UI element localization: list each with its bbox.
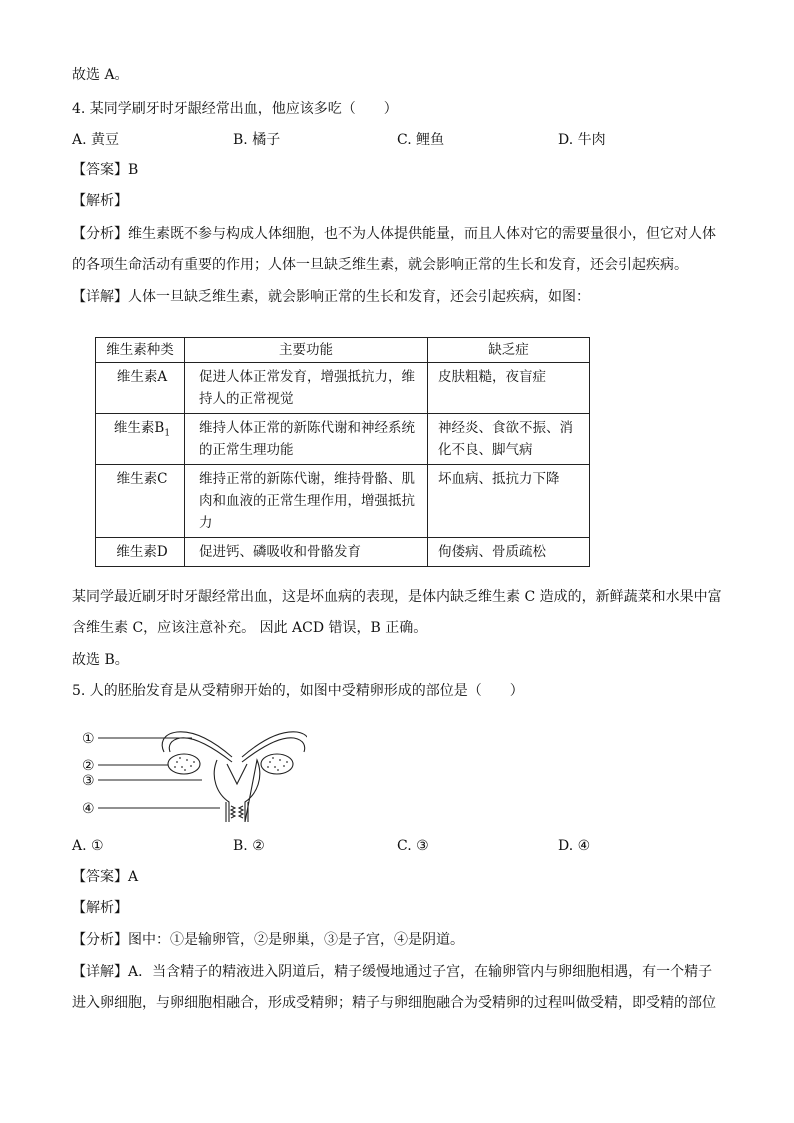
table-header-cell: 主要功能 (185, 338, 428, 363)
q4-final-choice: 故选 B。 (72, 652, 129, 668)
answer-tag: 【答案】 (72, 162, 128, 178)
left-ovary (168, 754, 200, 774)
q4-option-d: D. 牛肉 (558, 132, 606, 148)
q4-option-b: B. 橘子 (233, 132, 281, 148)
vitamin-table (95, 337, 590, 567)
fenxi-tag: 【分析】 (72, 226, 128, 242)
previous-answer-conclusion: 故选 A。 (72, 67, 129, 83)
xiangjie-tag: 【详解】 (72, 289, 128, 305)
fenxi-tag: 【分析】 (72, 932, 128, 948)
uterus (214, 760, 260, 822)
q4-conclusion-line-2: 含维生素 C，应该注意补充。 因此 ACD 错误，B 正确。 (72, 620, 428, 636)
q5-option-d: D. ④ (558, 838, 591, 854)
vitamin-deficiency: 佝偻病、骨质疏松 (428, 538, 590, 567)
fenxi-text: 维生素既不参与构成人体细胞，也不为人体提供能量，而且人体对它的需要量很小，但它对人体 (128, 226, 716, 242)
xiangjie-text: A．当含精子的精液进入阴道后，精子缓慢地通过子宫，在输卵管内与卵细胞相遇，有一个精子 (128, 964, 713, 980)
diagram-label-3: ③ (82, 773, 95, 789)
right-fallopian-tube (242, 732, 307, 757)
vitamin-function: 促进钙、磷吸收和骨骼发育 (185, 538, 428, 567)
q4-analysis-heading: 【解析】 (72, 193, 128, 209)
q5-xiangjie-line-2: 进入卵细胞，与卵细胞相融合，形成受精卵；精子与卵细胞融合为受精卵的过程叫做受精，即受精的部位 (72, 995, 716, 1011)
vitamin-deficiency: 神经炎、食欲不振、消化不良、脚气病 (428, 414, 590, 465)
diagram-label-4: ④ (82, 801, 95, 817)
diagram-label-1: ① (82, 731, 95, 747)
table-header-cell: 缺乏症 (428, 338, 590, 363)
vitamin-deficiency: 皮肤粗糙，夜盲症 (428, 363, 590, 414)
left-fallopian-tube (162, 732, 232, 757)
table-row (96, 538, 590, 567)
vitamin-name: 维生素$B_1$ (96, 414, 185, 465)
table-header-cell: 维生素种类 (96, 338, 185, 363)
q5-option-b: B. ② (233, 838, 265, 854)
question-4-stem: 4. 某同学刷牙时牙龈经常出血，他应该多吃（ ） (72, 101, 398, 117)
diagram-label-2: ② (82, 758, 95, 774)
vitamin-function: 维持正常的新陈代谢，维持骨骼、肌肉和血液的正常生理作用，增强抵抗力 (185, 465, 428, 538)
q5-option-c: C. ③ (397, 838, 429, 854)
answer-value: B (128, 162, 139, 178)
xiangjie-text: 人体一旦缺乏维生素，就会影响正常的生长和发育，还会引起疾病，如图： (128, 289, 590, 305)
answer-tag: 【答案】 (72, 869, 128, 885)
right-ovary (261, 754, 293, 774)
vitamin-name: 维生素D (96, 538, 185, 567)
vitamin-name: 维生素A (96, 363, 185, 414)
question-5-stem: 5. 人的胚胎发育是从受精卵开始的，如图中受精卵形成的部位是（ ） (72, 683, 524, 699)
q5-fenxi (72, 930, 464, 950)
fenxi-text: 图中：①是输卵管，②是卵巢，③是子宫，④是阴道。 (128, 932, 464, 948)
vitamin-function: 维持人体正常的新陈代谢和神经系统的正常生理功能 (185, 414, 428, 465)
q4-option-c: C. 鲤鱼 (397, 132, 445, 148)
vitamin-name: 维生素C (96, 465, 185, 538)
q5-answer (72, 867, 138, 887)
table-row (96, 414, 590, 465)
table-row (96, 363, 590, 414)
q5-xiangjie-line-1 (72, 962, 712, 982)
q5-analysis-heading: 【解析】 (72, 900, 128, 916)
q4-fenxi-line-1 (72, 224, 716, 244)
q5-option-a: A. ① (72, 838, 104, 854)
q4-xiangjie (72, 287, 590, 307)
q4-answer (72, 160, 138, 180)
vitamin-function: 促进人体正常发育，增强抵抗力，维持人的正常视觉 (185, 363, 428, 414)
xiangjie-tag: 【详解】 (72, 964, 128, 980)
table-row (96, 465, 590, 538)
q4-conclusion-line-1: 某同学最近刷牙时牙龈经常出血，这是坏血病的表现，是体内缺乏维生素 C 造成的，新鲜蔬菜和水果中富 (72, 589, 722, 605)
q4-option-a: A. 黄豆 (72, 132, 120, 148)
vagina (231, 806, 243, 818)
reproductive-system-diagram (82, 722, 307, 822)
q4-fenxi-line-2: 的各项生命活动有重要的作用；人体一旦缺乏维生素，就会影响正常的生长和发育，还会引起疾病。 (72, 257, 688, 273)
answer-value: A (128, 869, 139, 885)
table-header-row (96, 338, 590, 363)
vitamin-deficiency: 坏血病、抵抗力下降 (428, 465, 590, 538)
